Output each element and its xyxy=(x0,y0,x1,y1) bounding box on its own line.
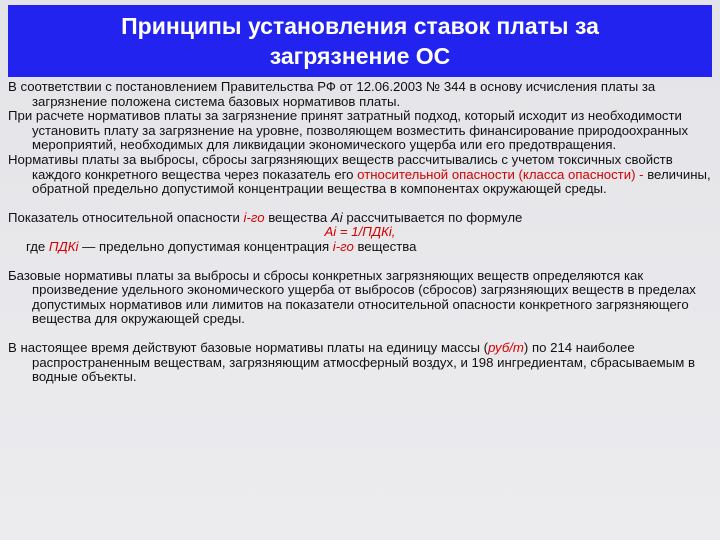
highlight-unit: руб/т xyxy=(488,339,524,355)
paragraph-base-norms xyxy=(8,269,712,327)
highlight-pdki: ПДКi xyxy=(48,238,79,254)
paragraph-text: При расчете нормативов платы за загрязнение принят затратный подход, который исходит из необходимости установить плату за загрязнение на уровне, позволяющем возместить финансирование природоохранных мероприятий, необходимых для ликвидации экономического ущерба или его предотвращения. xyxy=(8,108,689,153)
highlight-relative-danger: относительной опасности (класса опасности) - xyxy=(357,166,648,182)
paragraph-text: величины, обратной предельно допустимой концентрации вещества в компонентах окружающей среды. xyxy=(32,166,711,197)
paragraph-text: В соответствии с постановлением Правительства РФ от 12.06.2003 № 344 в основу исчисления платы за загрязнение положена система базовых нормативов платы. xyxy=(8,79,656,109)
variable-ai: Ai xyxy=(330,209,343,225)
paragraph-text: В настоящее время действуют базовые нормативы платы на единицу массы ( xyxy=(8,339,489,355)
paragraph-text: Нормативы платы за выбросы, сбросы загрязняющих веществ рассчитывались с учетом токсичных свойств каждого конкретного вещества через показатель его xyxy=(8,151,673,182)
paragraph-text: Базовые нормативы платы за выбросы и сбросы конкретных загрязняющих веществ определяются как произведение удельного экономического ущерба от выбросов (сбросов) загрязняющих веществ в пределах допустимых нормативов или лимитов на показатели относительной опасности конкретного загрязняющего вещества для окружающей среды. xyxy=(8,267,696,327)
slide-title xyxy=(8,5,712,77)
paragraph-text: — предельно допустимая концентрация xyxy=(78,238,333,254)
paragraph-indicator xyxy=(8,211,712,226)
title-line-1: Принципы установления ставок платы за xyxy=(121,13,599,39)
highlight-i: i-го xyxy=(243,209,265,225)
paragraph-text: ) по 214 наиболее распространенным веществам, загрязняющим атмосферный воздух, и 198 ингредиентам, сбрасываемым в водные объекты. xyxy=(32,339,695,385)
formula-explanation xyxy=(8,240,712,255)
paragraph-text: где xyxy=(26,238,49,254)
paragraph-text: вещества xyxy=(264,209,331,225)
paragraph-toxicity xyxy=(8,153,712,197)
title-line-2: загрязнение ОС xyxy=(269,43,451,69)
paragraph-text: рассчитывается по формуле xyxy=(342,209,523,225)
paragraph-current-norms xyxy=(8,341,712,385)
slide-body xyxy=(8,80,712,385)
paragraph-text: Показатель относительной опасности xyxy=(8,209,244,225)
highlight-i: i-го xyxy=(332,238,354,254)
formula-text: Ai = 1/ПДКi, xyxy=(324,224,396,240)
paragraph-cost-approach xyxy=(8,109,712,153)
paragraph-resolution xyxy=(8,80,712,109)
formula xyxy=(8,225,712,240)
paragraph-text: вещества xyxy=(353,238,417,254)
